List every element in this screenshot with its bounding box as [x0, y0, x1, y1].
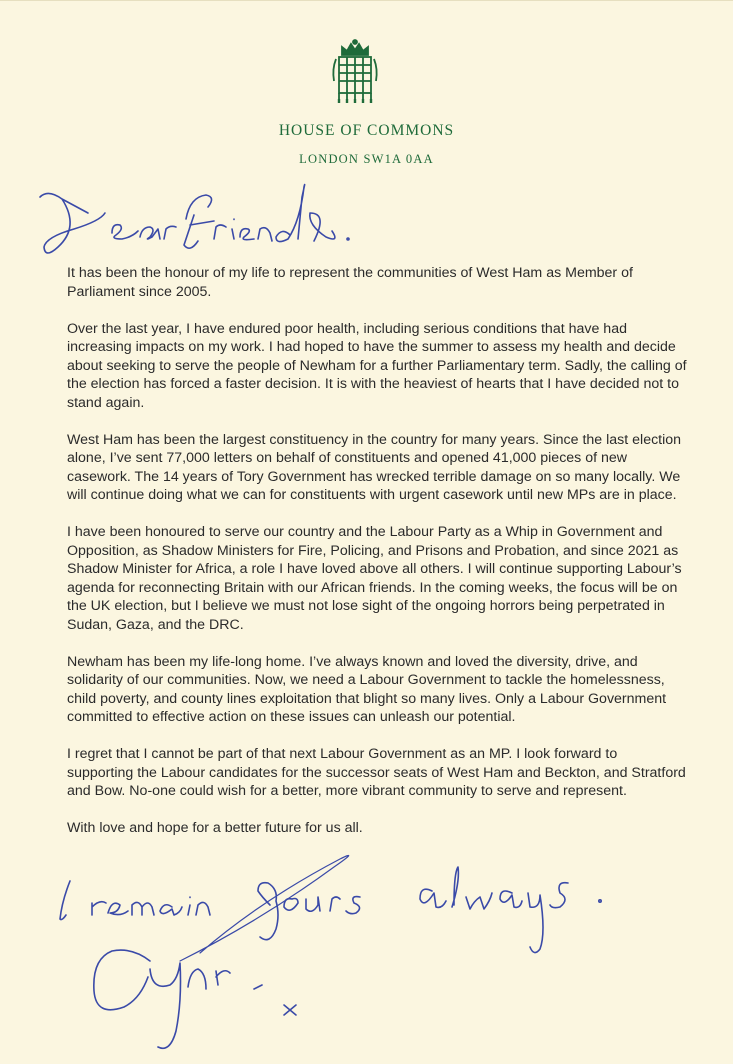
- signature: [0, 1, 1, 2]
- signature-handwriting: [94, 855, 349, 1048]
- letterhead-address: LONDON SW1A 0AA: [299, 152, 434, 166]
- paragraph: It has been the honour of my life to represent the communities of West Ham as Member of Parliament since 2005.: [67, 265, 633, 300]
- portcullis-crest-icon: [330, 39, 380, 105]
- paragraph: With love and hope for a better future for us all.: [67, 820, 363, 836]
- closing: [0, 1, 1, 2]
- paragraph: Newham has been my life-long home. I’ve always known and loved the diversity, drive, and solidarity of our communities. Now, we need a Labour Government to tackle the homelessness, child poverty, and county lines exploitation that blight so many lives. Only a Labour Government committed to effective action on these issues can unleash our potential.: [67, 653, 667, 725]
- paragraph: Over the last year, I have endured poor health, including serious conditions that have had increasing impacts on my work. I had hoped to have the summer to assess my health and decide about seeking to serve the people of Newham for a further Parliamentary term. Sadly, the calling of the election has forced a faster decision. It is with the heaviest of hearts that I have decided not to stand again.: [67, 320, 687, 411]
- salutation: [0, 1, 1, 2]
- paragraph: I have been honoured to serve our country and the Labour Party as a Whip in Government and Opposition, as Shadow Ministers for Fire, Policing, and Prisons and Probation, and since 2021 as Shadow Minister for Africa, a role I have loved above all others. I will continue supporting Labour’s agenda for reconnecting Britain with our African friends. In the coming weeks, the focus will be on the UK election, but I believe we must not lose sight of the ongoing horrors being perpetrated in Sudan, Gaza, and the DRC.: [67, 524, 682, 633]
- paragraph: West Ham has been the largest constituency in the country for many years. Since the last election alone, I’ve sent 77,000 letters on behalf of constituents and opened 41,000 pieces of new casework. The 14 years of Tory Government has wrecked terrible damage on so many locally. We will continue doing what we can for constituents with urgent casework until new MPs are in place.: [67, 431, 682, 503]
- letterhead-organization: HOUSE OF COMMONS: [278, 122, 455, 139]
- salutation-handwriting: [40, 185, 349, 253]
- letter-body: [67, 264, 687, 856]
- paragraph: I regret that I cannot be part of that next Labour Government as an MP. I look forward to supporting the Labour candidates for the successor seats of West Ham and Beckton, and Stratford and Bow. No-one could wish for a better, more vibrant community to serve and represent.: [67, 746, 686, 799]
- closing-handwriting: [60, 867, 601, 953]
